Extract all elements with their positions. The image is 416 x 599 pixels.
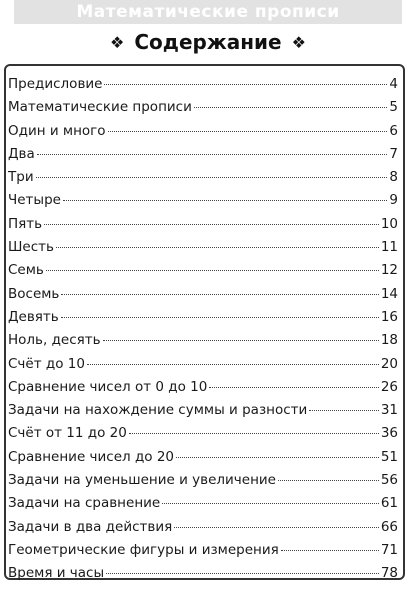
dot-leader bbox=[194, 107, 388, 108]
dot-leader bbox=[174, 527, 379, 528]
toc-entry[interactable] bbox=[8, 495, 398, 518]
toc-entry-page-number: 6 bbox=[389, 122, 398, 139]
header-ghost-title: Математические прописи bbox=[76, 2, 340, 22]
toc-entry-label: Восемь bbox=[8, 285, 60, 302]
toc-entry[interactable] bbox=[8, 425, 398, 448]
dot-leader bbox=[278, 480, 379, 481]
toc-entry[interactable] bbox=[8, 146, 398, 169]
toc-entry-label: Задачи в два действия bbox=[8, 518, 173, 535]
toc-entry-label: Геометрические фигуры и измерения bbox=[8, 541, 279, 558]
toc-entry-label: Сравнение чисел от 0 до 10 bbox=[8, 378, 208, 395]
dot-leader bbox=[44, 224, 379, 225]
dot-leader bbox=[104, 84, 387, 85]
toc-entry[interactable] bbox=[8, 519, 398, 542]
toc-entry-label: Время и часы bbox=[8, 565, 105, 582]
toc-entry[interactable] bbox=[8, 123, 398, 146]
toc-entry-page-number: 61 bbox=[380, 495, 398, 512]
toc-entry-label: Четыре bbox=[8, 192, 61, 209]
toc-entry-label: Семь bbox=[8, 262, 44, 279]
toc-entry-page-number: 12 bbox=[380, 262, 398, 279]
dot-leader bbox=[103, 340, 379, 341]
toc-entry-label: Предисловие bbox=[8, 76, 103, 92]
toc-entry-page-number: 7 bbox=[389, 145, 398, 162]
toc-entry-page-number: 9 bbox=[389, 192, 398, 209]
dot-leader bbox=[209, 387, 379, 388]
dot-leader bbox=[281, 550, 379, 551]
toc-entry-page-number: 66 bbox=[380, 518, 398, 535]
toc-entry-label: Девять bbox=[8, 308, 59, 325]
toc-entry[interactable] bbox=[8, 192, 398, 215]
toc-entry[interactable] bbox=[8, 402, 398, 425]
toc-entry-label: Математические прописи bbox=[8, 99, 192, 116]
dot-leader bbox=[36, 177, 388, 178]
toc-entry[interactable] bbox=[8, 262, 398, 285]
dot-leader bbox=[309, 410, 379, 411]
title-row bbox=[0, 28, 416, 56]
toc-entry[interactable] bbox=[8, 309, 398, 332]
toc-entry[interactable] bbox=[8, 99, 398, 122]
dot-leader bbox=[129, 433, 379, 434]
dot-leader bbox=[87, 364, 379, 365]
toc-entry-label: Шесть bbox=[8, 239, 54, 256]
toc-entry-page-number: 51 bbox=[380, 448, 398, 465]
toc-entry[interactable] bbox=[8, 216, 398, 239]
dot-leader bbox=[63, 200, 387, 201]
toc-entry-page-number: 18 bbox=[380, 332, 398, 349]
toc-entry-label: Пять bbox=[8, 215, 43, 232]
toc-entry[interactable] bbox=[8, 472, 398, 495]
toc-entry-label: Задачи на нахождение суммы и разности bbox=[8, 402, 308, 419]
diamond-icon: ❖ bbox=[110, 32, 125, 52]
toc-entry[interactable] bbox=[8, 379, 398, 402]
toc-entry-label: Задачи на уменьшение и увеличение bbox=[8, 472, 276, 489]
toc-entry-page-number: 36 bbox=[380, 425, 398, 442]
toc-entry-label: Счёт от 11 до 20 bbox=[8, 425, 127, 442]
toc-entry-page-number: 8 bbox=[389, 169, 398, 186]
dot-leader bbox=[162, 503, 379, 504]
toc-entry[interactable] bbox=[8, 356, 398, 379]
toc-entry-label: Один и много bbox=[8, 122, 106, 139]
toc-entry[interactable] bbox=[8, 286, 398, 309]
table-of-contents bbox=[8, 76, 398, 589]
diamond-icon: ❖ bbox=[291, 32, 306, 52]
dot-leader bbox=[56, 247, 379, 248]
toc-entry-page-number: 10 bbox=[380, 215, 398, 232]
toc-entry-label: Задачи на сравнение bbox=[8, 495, 161, 512]
toc-entry-page-number: 78 bbox=[380, 565, 398, 582]
dot-leader bbox=[108, 131, 388, 132]
toc-entry-page-number: 20 bbox=[380, 355, 398, 372]
toc-entry-label: Сравнение чисел до 20 bbox=[8, 448, 175, 465]
toc-entry-page-number: 31 bbox=[380, 402, 398, 419]
toc-entry[interactable] bbox=[8, 565, 398, 588]
toc-entry-label: Счёт до 10 bbox=[8, 355, 85, 372]
toc-entry[interactable] bbox=[8, 449, 398, 472]
toc-entry-label: Три bbox=[8, 169, 34, 186]
toc-entry[interactable] bbox=[8, 169, 398, 192]
dot-leader bbox=[61, 294, 378, 295]
toc-entry[interactable] bbox=[8, 76, 398, 99]
toc-entry-page-number: 11 bbox=[380, 239, 398, 256]
toc-entry-label: Два bbox=[8, 145, 35, 162]
page-title: Содержание bbox=[134, 30, 282, 54]
toc-entry-page-number: 14 bbox=[380, 285, 398, 302]
toc-entry-page-number: 4 bbox=[389, 76, 398, 92]
toc-entry[interactable] bbox=[8, 542, 398, 565]
toc-entry-page-number: 71 bbox=[380, 541, 398, 558]
toc-entry-label: Ноль, десять bbox=[8, 332, 101, 349]
toc-entry[interactable] bbox=[8, 239, 398, 262]
toc-entry-page-number: 16 bbox=[380, 308, 398, 325]
dot-leader bbox=[61, 317, 379, 318]
dot-leader bbox=[106, 573, 379, 574]
dot-leader bbox=[176, 457, 379, 458]
toc-entry[interactable] bbox=[8, 332, 398, 355]
toc-entry-page-number: 5 bbox=[389, 99, 398, 116]
dot-leader bbox=[37, 154, 388, 155]
dot-leader bbox=[46, 270, 379, 271]
toc-entry-page-number: 26 bbox=[380, 378, 398, 395]
toc-entry-page-number: 56 bbox=[380, 472, 398, 489]
